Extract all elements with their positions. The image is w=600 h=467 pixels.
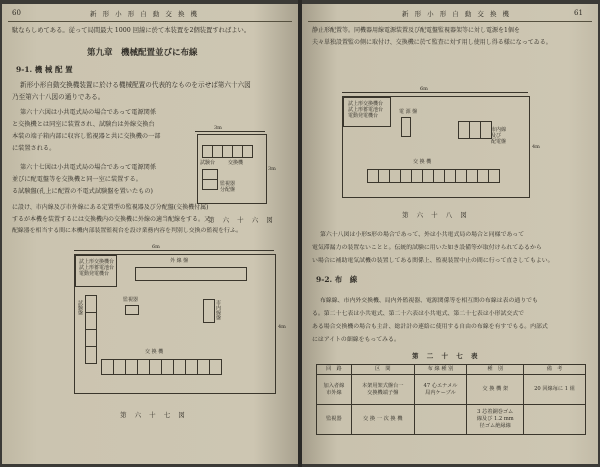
- equipment-rack: [202, 179, 218, 190]
- fig67-height-label: 4m: [278, 324, 286, 330]
- fig68-label-switchboard: 交 換 機: [413, 159, 432, 165]
- para-line: い場合に補助電気試機の装置してある関係上、監視装置中止の間に行って直さしてもよい。: [312, 258, 554, 264]
- equipment-row: [135, 267, 247, 281]
- para-line: するが本機を装置するには交換機内の交換機に外線の適当配線をする。又: [12, 216, 211, 223]
- para-line: に装置される。: [12, 145, 56, 152]
- table-header-cell: 種 別: [467, 365, 524, 375]
- running-header-right: 新 形 小 形 自 動 交 換 機: [402, 10, 512, 18]
- fig68-label-power: 電 源 盤: [399, 109, 418, 115]
- para-line: に設け、市内線及び市外線にある定置型の監視器及び分配盤(交換機付属): [12, 204, 209, 211]
- fig67-width-dimension: [74, 250, 274, 251]
- table-header-cell: 布 線 種 別: [414, 365, 467, 375]
- para-line: 夫々単独設置監の側に取付け、交換機に於て監査に対す用し使用し得る様になってゐる。: [312, 39, 552, 46]
- chapter-title: 第九章 機械配置並びに布線: [87, 48, 198, 58]
- right-page: [302, 4, 598, 464]
- page-number-left: 60: [12, 9, 21, 17]
- equipment-rack: [85, 346, 97, 364]
- fig66-label-switchboard: 交換機: [228, 160, 244, 166]
- fig67-label-local-line: 市内線盤: [215, 300, 221, 320]
- para-line: 本装の端子箱内部に収容し監視器と共に交換機の一部: [12, 133, 161, 140]
- para-line: 布線線、市内外交換機、局内外監視器、電源関係等を相互関の布線は表の通りでも: [320, 298, 538, 304]
- table-cell: 本架用架式盤台一 交換機端子盤: [351, 375, 414, 405]
- fig66-room-outline: [197, 134, 267, 204]
- fig67-legend: 試上形交換機台 試上形蓄電池台 電動発電機台: [79, 259, 115, 277]
- fig67-label-outside-line: 外 線 盤: [170, 258, 189, 264]
- table-header-row: [317, 365, 586, 375]
- para-line: 乃至第六十八図の通りである。: [12, 93, 105, 101]
- fig66-height-label: 3m: [268, 166, 276, 172]
- left-page: [2, 4, 298, 464]
- para-line: 並びに配電盤等を交換機と同一室に装置する。: [12, 176, 142, 183]
- header-rule-left: [8, 21, 292, 22]
- table-row: [317, 375, 586, 405]
- para-line: 静止形配置等。同機器用線電源装置及び配電盤監視器架等に対し電源を1個を: [312, 27, 520, 34]
- para-line: と交換機とは同室に装置され、試験台は外線交換台: [12, 121, 155, 128]
- equipment-rack: [85, 329, 97, 347]
- para-line: る試験盤(孔上に配置の不電式試験盤を置いたもの): [12, 188, 153, 195]
- para-line: 電気滞漏力の装置ないことと。伝統的試験に用いた如き設備等が取付けられてゐるから: [312, 245, 542, 251]
- fig68-height-label: 4m: [532, 144, 540, 150]
- para-line: ある場合交換機の場合も主計、総計計の連絡に使用する自由の布線を有すでもる。内部式: [312, 324, 548, 330]
- equipment-rack: [401, 117, 411, 137]
- legend-box: [75, 255, 117, 287]
- fig68-width-label: 6m: [420, 86, 428, 92]
- fig66-label-test-desk: 試験台: [200, 160, 216, 166]
- table-27: [316, 364, 586, 435]
- fig68-label-local-line: 市内線 及び 配電盤: [491, 127, 507, 145]
- fig66-label-monitor: 監視器 分配盤: [220, 181, 236, 193]
- section-title-9-2: 9-2. 布 線: [316, 275, 358, 284]
- table-cell: 交 換 機 架: [467, 375, 524, 405]
- table-header-cell: 回 路: [317, 365, 352, 375]
- fig66-width-dimension: [195, 131, 265, 132]
- table-cell: 3 芯着銅巻ゴム 線及び 1.2 mm 径ゴム絶縁線: [467, 405, 524, 435]
- equipment-rack: [242, 145, 253, 158]
- fig66-caption: 第 六 十 六 図: [208, 216, 276, 224]
- equipment-rack: [488, 169, 500, 183]
- equipment-rack: [209, 359, 222, 375]
- fig67-room-outline: [74, 254, 276, 394]
- running-header-left: 新 形 小 形 自 動 交 換 機: [90, 10, 200, 18]
- para-line: 第六十六図は小共電式局の場合であって電源関係: [20, 109, 157, 116]
- table-row: [317, 405, 586, 435]
- fig68-width-dimension: [342, 92, 528, 93]
- para-line: 第六十七図は小共電式局の場合であって電源関係: [20, 164, 157, 171]
- table-cell: 交 換 一 次 換 機: [351, 405, 414, 435]
- equipment-rack: [203, 299, 215, 323]
- legend-box: [343, 97, 391, 127]
- table-cell: [414, 405, 467, 435]
- fig66-width-label: 3m: [214, 125, 222, 131]
- header-rule-right: [308, 21, 592, 22]
- table-header-cell: 備 考: [524, 365, 586, 375]
- fig67-width-label: 6m: [152, 244, 160, 250]
- fig68-caption: 第 六 十 八 図: [402, 211, 470, 219]
- equipment-rack: [85, 312, 97, 330]
- fig67-label-test-board: 試験盤: [77, 300, 83, 315]
- fig67-label-monitor: 監視器: [123, 297, 139, 303]
- table-cell: 加入者線 市外線: [317, 375, 352, 405]
- table-header-cell: 区 間: [351, 365, 414, 375]
- para-line: にはアイトの細線をもってみる。: [312, 337, 400, 343]
- section-title-9-1: 9-1. 機 械 配 置: [16, 65, 73, 74]
- table-cell: 20 回線毎に 1 組: [524, 375, 586, 405]
- table-cell: [524, 405, 586, 435]
- para-line: 新形小形自動交換機装置に於ける機械配置の代表的なものを示せば第六十六図: [20, 81, 251, 89]
- equipment-rack: [125, 305, 139, 315]
- equipment-rack: [85, 295, 97, 313]
- fig68-legend: 試上形交換機台 試上形蓄電池台 電動発電機台: [348, 101, 384, 119]
- table-cell: 47 心エナメル 局内ケーブル: [414, 375, 467, 405]
- table27-title: 第 二 十 七 表: [412, 352, 481, 360]
- intro-line: 駄ならしめてある。従って局間最大 1000 回線に於て本装置を2個装置すればよい。: [12, 27, 251, 34]
- para-line: る。第二十七表は小共電式、第二十六表は小共電式、第二十七表は小形試交式で: [312, 311, 525, 317]
- fig67-label-switchboard: 交 換 機: [145, 349, 164, 355]
- page-number-right: 61: [574, 9, 583, 17]
- table-cell: 監視器: [317, 405, 352, 435]
- fig68-room-outline: [342, 96, 530, 198]
- para-line: 第六十八図は小形S形の場合であって、外は小共電式局の場合と同様であって: [320, 232, 525, 238]
- para-line: 配線器を相当する間に本機内部装置監視台を設け業務内容を判別し交換の監視を行ふ。: [12, 228, 242, 234]
- fig67-caption: 第 六 十 七 図: [120, 411, 188, 419]
